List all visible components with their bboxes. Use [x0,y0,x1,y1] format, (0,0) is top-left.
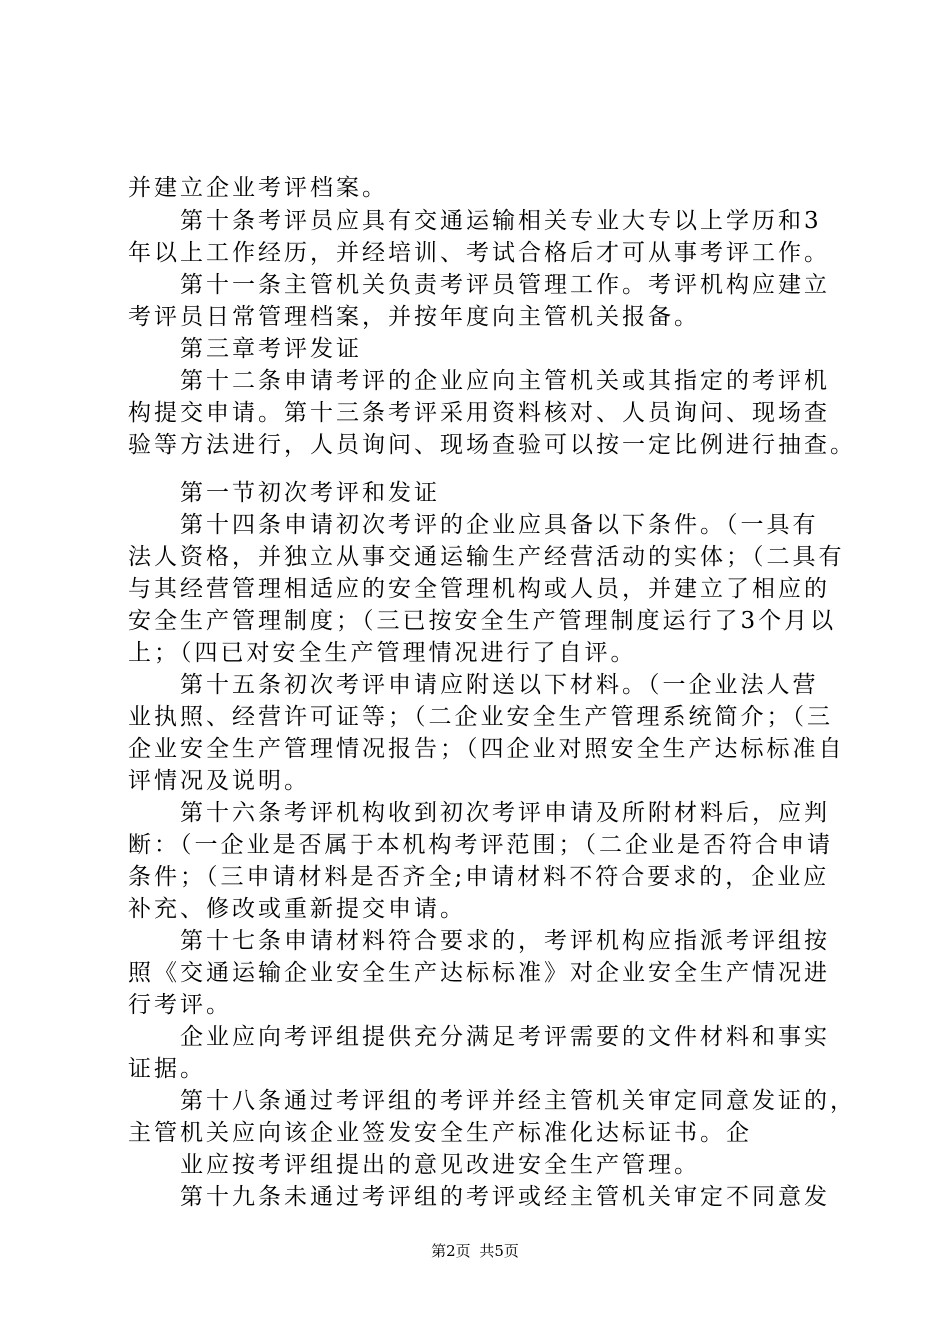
text-line: 企业安全生产管理情况报告；（四企业对照安全生产达标标准自 [128,736,845,762]
text-line: 条件；（三申请材料是否齐全;申请材料不符合要求的，企业应 [128,864,830,890]
text-line: 第三章考评发证 [128,336,362,362]
text-line: 第十六条考评机构收到初次考评申请及所附材料后，应判 [128,800,830,826]
text-line: 主管机关应向该企业签发安全生产标准化达标证书。企 [128,1120,752,1146]
page-number: 第2页 [431,1242,471,1260]
text-line: 第十九条未通过考评组的考评或经主管机关审定不同意发 [128,1184,830,1210]
text-line: 上；（四已对安全生产管理情况进行了自评。 [128,640,637,666]
text-line: 考评员日常管理档案，并按年度向主管机关报备。 [128,304,700,330]
text-line: 补充、修改或重新提交申请。 [128,896,466,922]
text-line: 法人资格，并独立从事交通运输生产经营活动的实体；（二具有 [128,544,845,570]
text-line: 第十一条主管机关负责考评员管理工作。考评机构应建立 [128,272,830,298]
text-line: 验等方法进行，人员询问、现场查验可以按一定比例进行抽查。 [128,432,856,458]
text-line: 断：（一企业是否属于本机构考评范围；（二企业是否符合申请 [128,832,833,858]
text-line: 评情况及说明。 [128,768,310,794]
text-line: 第十八条通过考评组的考评并经主管机关审定同意发证的， [128,1088,856,1114]
text-line: 与其经营管理相适应的安全管理机构或人员，并建立了相应的 [128,576,830,602]
page-footer [0,1240,950,1261]
text-line: 第十五条初次考评申请应附送以下材料。（一企业法人营 [128,672,819,698]
text-line: 第十二条申请考评的企业应向主管机关或其指定的考评机 [128,368,830,394]
text-line: 第一节初次考评和发证 [128,480,440,506]
text-line: 并建立企业考评档案。 [128,175,388,201]
text-line: 企业应向考评组提供充分满足考评需要的文件材料和事实 [128,1024,830,1050]
text-line: 业应按考评组提出的意见改进安全生产管理。 [128,1152,700,1178]
text-line: 行考评。 [128,992,232,1018]
text-line: 年以上工作经历，并经培训、考试合格后才可从事考评工作。 [128,240,830,266]
text-line: 业执照、经营许可证等；（二企业安全生产管理系统简介；（三 [128,704,833,730]
text-line: 第十四条申请初次考评的企业应具备以下条件。（一具有 [128,512,819,538]
text-line: 安全生产管理制度；（三已按安全生产管理制度运行了3个月以 [128,608,837,634]
text-line: 证据。 [128,1056,206,1082]
text-line: 构提交申请。第十三条考评采用资料核对、人员询问、现场查 [128,400,830,426]
text-line: 照《交通运输企业安全生产达标标准》对企业安全生产情况进 [128,960,830,986]
page-total: 共5页 [479,1242,519,1260]
text-line: 第十条考评员应具有交通运输相关专业大专以上学历和3 [128,208,822,234]
text-line: 第十七条申请材料符合要求的，考评机构应指派考评组按 [128,928,830,954]
